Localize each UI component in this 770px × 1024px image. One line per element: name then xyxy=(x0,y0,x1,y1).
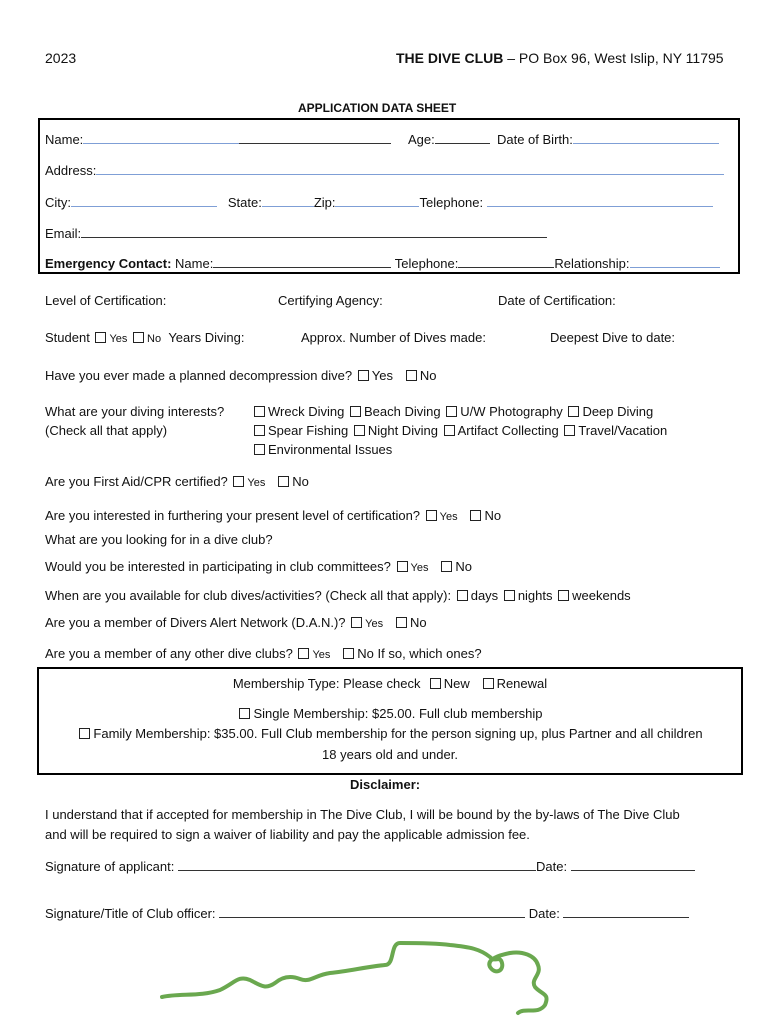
interests-hint: (Check all that apply) xyxy=(45,423,168,438)
weekends-label: weekends xyxy=(572,588,631,603)
decompression-no-checkbox[interactable] xyxy=(406,370,417,381)
other-clubs-no-label: No If so, which ones? xyxy=(357,646,482,661)
furthering-no-checkbox[interactable] xyxy=(470,510,481,521)
cert-date-label: Date of Certification: xyxy=(498,293,616,308)
student-row xyxy=(45,330,244,345)
other-clubs-question: Are you a member of any other dive clubs? xyxy=(45,646,293,661)
other-clubs-row xyxy=(45,646,482,661)
single-membership-label: Single Membership: $25.00. Full club membership xyxy=(253,706,543,721)
dan-question: Are you a member of Divers Alert Network (D.A.N.)? xyxy=(45,615,346,630)
cert-agency-label: Certifying Agency: xyxy=(278,293,383,308)
state-field[interactable] xyxy=(262,194,314,207)
years-diving-label: Years Diving: xyxy=(168,330,245,345)
decompression-row xyxy=(45,368,436,383)
applicant-signature-row xyxy=(45,858,695,874)
renewal-label: Renewal xyxy=(496,676,548,691)
disclaimer-line-1: I understand that if accepted for membership in The Dive Club, I will be bound by the by-laws of The Dive Club xyxy=(45,807,680,822)
student-yes-label: Yes xyxy=(109,333,128,345)
other-clubs-no-checkbox[interactable] xyxy=(343,648,354,659)
furthering-row xyxy=(45,508,501,523)
age-field[interactable] xyxy=(435,131,490,144)
emergency-name-label: Name: xyxy=(175,256,214,271)
artifact-collecting-label: Artifact Collecting xyxy=(457,423,559,438)
applicant-date-field[interactable] xyxy=(571,858,695,871)
availability-row xyxy=(45,588,631,603)
relationship-label: Relationship: xyxy=(554,256,630,271)
family-membership-label: Family Membership: $35.00. Full Club membership for the person signing up, plus Partner and all children xyxy=(93,726,703,741)
emergency-name-field[interactable] xyxy=(213,255,391,268)
zip-field[interactable] xyxy=(335,194,419,207)
club-address: – PO Box 96, West Islip, NY 11795 xyxy=(507,50,724,66)
dan-no-label: No xyxy=(409,615,427,630)
dan-yes-label: Yes xyxy=(365,618,384,630)
officer-date-label: Date: xyxy=(528,906,560,921)
furthering-yes-label: Yes xyxy=(439,511,458,523)
committees-no-checkbox[interactable] xyxy=(441,561,452,572)
signature-stroke xyxy=(162,943,547,1013)
telephone-field[interactable] xyxy=(487,194,713,207)
applicant-signature-label: Signature of applicant: xyxy=(45,859,175,874)
artifact-collecting-checkbox[interactable] xyxy=(444,425,455,436)
family-membership-row xyxy=(39,726,741,741)
emergency-phone-label: Telephone: xyxy=(394,256,459,271)
travel-vacation-label: Travel/Vacation xyxy=(578,423,668,438)
dan-row xyxy=(45,615,427,630)
committees-no-label: No xyxy=(455,559,472,574)
disclaimer-line-2: and will be required to sign a waiver of liability and pay the applicable admission fee. xyxy=(45,827,530,842)
furthering-no-label: No xyxy=(484,508,502,523)
deep-diving-label: Deep Diving xyxy=(582,404,654,419)
membership-type-row xyxy=(39,676,741,691)
nights-label: nights xyxy=(517,588,553,603)
city-field[interactable] xyxy=(71,194,217,207)
new-checkbox[interactable] xyxy=(430,678,441,689)
club-name: THE DIVE CLUB xyxy=(396,50,504,66)
night-diving-label: Night Diving xyxy=(367,423,438,438)
first-aid-no-checkbox[interactable] xyxy=(278,476,289,487)
address-label: Address: xyxy=(45,163,97,178)
single-membership-row xyxy=(39,706,741,721)
interests-row-2 xyxy=(252,423,667,438)
handwritten-signature xyxy=(150,935,560,1020)
environmental-issues-checkbox[interactable] xyxy=(254,444,265,455)
num-dives-label: Approx. Number of Dives made: xyxy=(301,330,486,345)
committees-question: Would you be interested in participating in club committees? xyxy=(45,559,391,574)
single-membership-checkbox[interactable] xyxy=(239,708,250,719)
dan-no-checkbox[interactable] xyxy=(396,617,407,628)
travel-vacation-checkbox[interactable] xyxy=(564,425,575,436)
applicant-signature-field[interactable] xyxy=(178,858,536,871)
wreck-diving-checkbox[interactable] xyxy=(254,406,265,417)
dan-yes-checkbox[interactable] xyxy=(351,617,362,628)
uw-photography-checkbox[interactable] xyxy=(446,406,457,417)
decompression-no-label: No xyxy=(419,368,437,383)
furthering-yes-checkbox[interactable] xyxy=(426,510,437,521)
uw-photography-label: U/W Photography xyxy=(460,404,563,419)
state-label: State: xyxy=(227,195,262,210)
looking-for-question: What are you looking for in a dive club? xyxy=(45,532,273,547)
deepest-dive-label: Deepest Dive to date: xyxy=(550,330,676,345)
beach-diving-checkbox[interactable] xyxy=(350,406,361,417)
deep-diving-checkbox[interactable] xyxy=(568,406,579,417)
emergency-row xyxy=(45,255,720,271)
email-field[interactable] xyxy=(81,225,547,238)
emergency-phone-field[interactable] xyxy=(458,255,554,268)
name-field-a[interactable] xyxy=(83,131,239,144)
other-clubs-yes-label: Yes xyxy=(312,649,331,661)
name-field-b[interactable] xyxy=(239,131,391,144)
new-label: New xyxy=(443,676,470,691)
night-diving-checkbox[interactable] xyxy=(354,425,365,436)
telephone-label: Telephone: xyxy=(419,195,484,210)
officer-signature-label: Signature/Title of Club officer: xyxy=(45,906,216,921)
wreck-diving-label: Wreck Diving xyxy=(268,404,345,419)
committees-row xyxy=(45,559,472,574)
committees-yes-label: Yes xyxy=(410,562,429,574)
dob-field[interactable] xyxy=(573,131,719,144)
sheet-title: APPLICATION DATA SHEET xyxy=(298,101,457,115)
address-field[interactable] xyxy=(96,162,724,175)
age-label: Age: xyxy=(408,132,435,147)
emergency-label: Emergency Contact: xyxy=(45,256,172,271)
city-row xyxy=(45,194,713,210)
beach-diving-label: Beach Diving xyxy=(363,404,441,419)
committees-yes-checkbox[interactable] xyxy=(397,561,408,572)
zip-label: Zip: xyxy=(313,195,336,210)
first-aid-yes-checkbox[interactable] xyxy=(233,476,244,487)
spear-fishing-label: Spear Fishing xyxy=(268,423,349,438)
days-checkbox[interactable] xyxy=(457,590,468,601)
officer-date-field[interactable] xyxy=(563,905,689,918)
officer-signature-row xyxy=(45,905,689,921)
student-no-checkbox[interactable] xyxy=(133,332,144,343)
applicant-date-label: Date: xyxy=(536,859,568,874)
interests-question: What are your diving interests? xyxy=(45,404,225,419)
student-yes-checkbox[interactable] xyxy=(95,332,106,343)
student-no-label: No xyxy=(147,333,162,345)
address-row xyxy=(45,162,724,178)
membership-type-label: Membership Type: Please check xyxy=(232,676,421,691)
student-label: Student xyxy=(45,330,90,345)
family-membership-line2: 18 years old and under. xyxy=(322,747,458,762)
availability-question: When are you available for club dives/activities? (Check all that apply): xyxy=(45,588,452,603)
decompression-question: Have you ever made a planned decompression dive? xyxy=(45,368,353,383)
other-clubs-yes-checkbox[interactable] xyxy=(298,648,309,659)
decompression-yes-label: Yes xyxy=(371,368,393,383)
dob-label: Date of Birth: xyxy=(496,132,573,147)
year: 2023 xyxy=(45,50,77,66)
spear-fishing-checkbox[interactable] xyxy=(254,425,265,436)
nights-checkbox[interactable] xyxy=(504,590,515,601)
officer-signature-field[interactable] xyxy=(219,905,525,918)
environmental-issues-label: Environmental Issues xyxy=(268,442,393,457)
furthering-question: Are you interested in furthering your present level of certification? xyxy=(45,508,421,523)
disclaimer-title: Disclaimer: xyxy=(350,777,421,792)
club-header xyxy=(396,50,724,66)
decompression-yes-checkbox[interactable] xyxy=(358,370,369,381)
email-label: Email: xyxy=(45,226,82,241)
family-membership-checkbox[interactable] xyxy=(79,728,90,739)
city-label: City: xyxy=(45,195,71,210)
age-row xyxy=(408,131,719,147)
relationship-field[interactable] xyxy=(630,255,720,268)
first-aid-no-label: No xyxy=(292,474,309,489)
first-aid-question: Are you First Aid/CPR certified? xyxy=(45,474,228,489)
email-row xyxy=(45,225,547,241)
weekends-checkbox[interactable] xyxy=(558,590,569,601)
name-label: Name: xyxy=(45,132,84,147)
renewal-checkbox[interactable] xyxy=(483,678,494,689)
first-aid-yes-label: Yes xyxy=(247,477,266,489)
name-row xyxy=(45,131,391,147)
cert-level-label: Level of Certification: xyxy=(45,293,167,308)
interests-row-3 xyxy=(252,442,392,457)
interests-row-1 xyxy=(252,404,653,419)
days-label: days xyxy=(470,588,499,603)
first-aid-row xyxy=(45,474,309,489)
